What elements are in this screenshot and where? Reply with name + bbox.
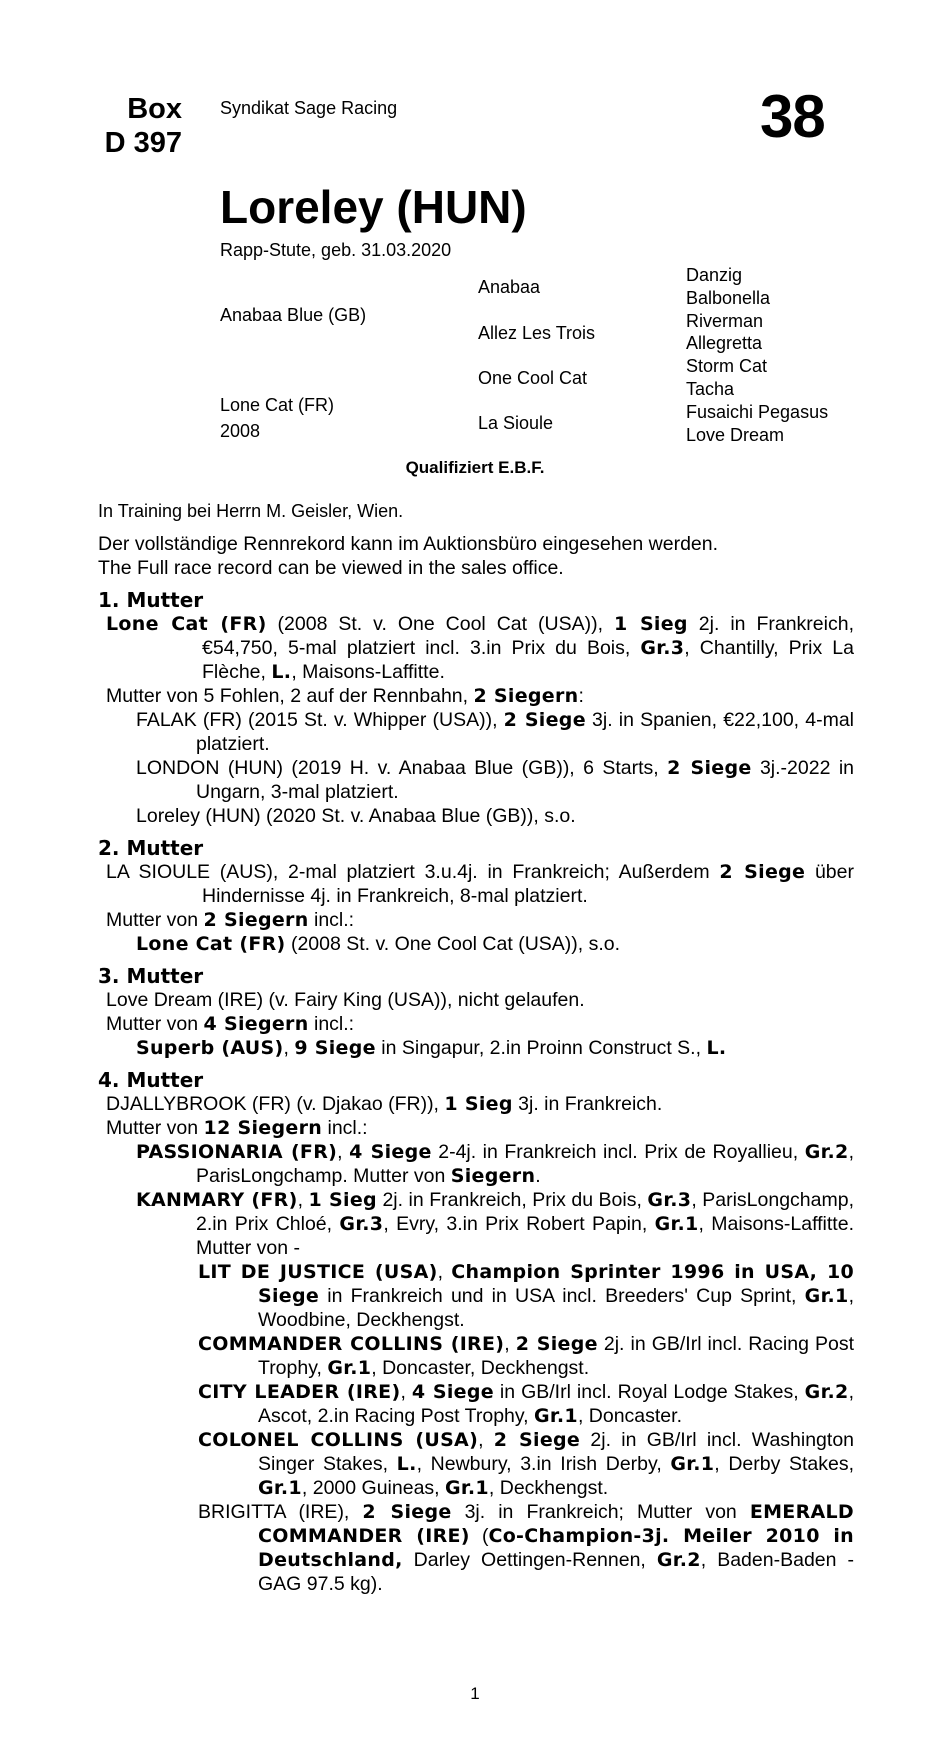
pedigree-ggp: Allegretta: [686, 333, 763, 354]
pedigree-entry: Mutter von 4 Siegern incl.:: [106, 1013, 355, 1035]
pedigree-third-generation: [686, 264, 828, 446]
dam-sections: [98, 588, 854, 1596]
pedigree-ggp: Storm Cat: [686, 356, 768, 377]
pedigree-ggp: Tacha: [686, 378, 735, 399]
training-note: In Training bei Herrn M. Geisler, Wien.: [98, 501, 404, 521]
pedigree-ggp: Balbonella: [686, 287, 771, 308]
pedigree-entry: Mutter von 12 Siegern incl.:: [106, 1117, 368, 1139]
pedigree-entry: LONDON (HUN) (2019 H. v. Anabaa Blue (GB)), 6 Starts, 2 Siege 3j.-2022 in Ungarn, 3-mal platziert.: [136, 757, 854, 803]
section-title: 3. Mutter: [98, 964, 204, 988]
dam-section: [98, 964, 854, 1060]
pedigree-sire-dam: Allez Les Trois: [478, 323, 596, 343]
pedigree-ggp: Fusaichi Pegasus: [686, 401, 829, 422]
pedigree-entry: LIT DE JUSTICE (USA), Champion Sprinter 1996 in USA, 10 Siege in Frankreich und in USA incl. Breeders' Cup Sprint, Gr.1, Woodbine, Deckhengst.: [198, 1261, 854, 1331]
section-title: 1. Mutter: [98, 588, 204, 612]
pedigree-entry: Mutter von 5 Fohlen, 2 auf der Rennbahn, 2 Siegern:: [106, 685, 584, 707]
pedigree-entry: FALAK (FR) (2015 St. v. Whipper (USA)), 2 Siege 3j. in Spanien, €22,100, 4-mal platziert.: [136, 709, 854, 755]
record-note-en: The Full race record can be viewed in the sales office.: [98, 557, 564, 579]
pedigree-entry: PASSIONARIA (FR), 4 Siege 2-4j. in Frankreich incl. Prix de Royallieu, Gr.2, ParisLongchamp. Mutter von Siegern.: [136, 1141, 855, 1187]
box-number: D 397: [104, 127, 182, 159]
dam-section: [98, 588, 854, 828]
record-note-de: Der vollständige Rennrekord kann im Auktionsbüro eingesehen werden.: [98, 533, 719, 555]
pedigree-dam-sire: One Cool Cat: [478, 368, 588, 388]
pedigree-entry: Loreley (HUN) (2020 St. v. Anabaa Blue (GB)), s.o.: [136, 805, 576, 827]
section-title: 4. Mutter: [98, 1068, 204, 1092]
pedigree-entry: BRIGITTA (IRE), 2 Siege 3j. in Frankreich; Mutter von EMERALD COMMANDER (IRE) (Co-Champion-3j. Meiler 2010 in Deutschland, Darley Oettingen-Rennen, Gr.2, Baden-Baden - GAG 97.5 kg).: [198, 1501, 854, 1595]
pedigree-ggp: Danzig: [686, 265, 743, 285]
pedigree-entry: Mutter von 2 Siegern incl.:: [106, 909, 355, 931]
dam-section: [98, 1068, 854, 1596]
page-number: 1: [470, 1684, 480, 1703]
pedigree-entry: DJALLYBROOK (FR) (v. Djakao (FR)), 1 Sieg 3j. in Frankreich.: [106, 1093, 663, 1115]
pedigree-ggp: Riverman: [686, 310, 764, 331]
catalogue-body: [98, 500, 854, 1596]
pedigree-dam-dam: La Sioule: [478, 413, 554, 433]
owner: Syndikat Sage Racing: [220, 98, 398, 118]
dam-section: [98, 836, 854, 956]
pedigree-entry: COLONEL COLLINS (USA), 2 Siege 2j. in GB/Irl incl. Washington Singer Stakes, L., Newbury, 3.in Irish Derby, Gr.1, Derby Stakes, Gr.1, 2000 Guineas, Gr.1, Deckhengst.: [198, 1429, 855, 1499]
box-number-block: [90, 92, 182, 160]
pedigree-entry: Lone Cat (FR) (2008 St. v. One Cool Cat (USA)), s.o.: [136, 933, 621, 955]
pedigree-entry: Superb (AUS), 9 Siege in Singapur, 2.in Proinn Construct S., L.: [136, 1037, 727, 1059]
pedigree-entry: Lone Cat (FR) (2008 St. v. One Cool Cat (USA)), 1 Sieg 2j. in Frankreich, €54,750, 5-mal platziert incl. 3.in Prix du Bois, Gr.3, Chantilly, Prix La Flèche, L., Maisons-Laffitte.: [106, 613, 854, 683]
pedigree-sire-sire: Anabaa: [478, 277, 541, 297]
pedigree-dam-year: 2008: [220, 421, 261, 441]
horse-description: Rapp-Stute, geb. 31.03.2020: [220, 240, 452, 260]
lot-number: 38: [760, 83, 825, 150]
pedigree-entry: Love Dream (IRE) (v. Fairy King (USA)), nicht gelaufen.: [106, 989, 585, 1011]
pedigree-dam: Lone Cat (FR): [220, 395, 335, 415]
qualification: Qualifiziert E.B.F.: [405, 458, 545, 477]
section-title: 2. Mutter: [98, 836, 204, 860]
horse-name: Loreley (HUN): [220, 181, 527, 233]
pedigree-entry: KANMARY (FR), 1 Sieg 2j. in Frankreich, Prix du Bois, Gr.3, ParisLongchamp, 2.in Prix Chloé, Gr.3, Evry, 3.in Prix Robert Papin, Gr.1, Maisons-Laffitte. Mutter von -: [136, 1189, 855, 1259]
pedigree-sire: Anabaa Blue (GB): [220, 305, 367, 325]
pedigree-entry: LA SIOULE (AUS), 2-mal platziert 3.u.4j. in Frankreich; Außerdem 2 Siege über Hindernisse 4j. in Frankreich, 8-mal platziert.: [106, 861, 854, 907]
pedigree-ggp: Love Dream: [686, 424, 785, 445]
box-label: Box: [127, 93, 182, 125]
pedigree-entry: CITY LEADER (IRE), 4 Siege in GB/Irl incl. Royal Lodge Stakes, Gr.2, Ascot, 2.in Racing Post Trophy, Gr.1, Doncaster.: [198, 1381, 854, 1427]
pedigree-entry: COMMANDER COLLINS (IRE), 2 Siege 2j. in GB/Irl incl. Racing Post Trophy, Gr.1, Doncaster, Deckhengst.: [198, 1333, 855, 1379]
